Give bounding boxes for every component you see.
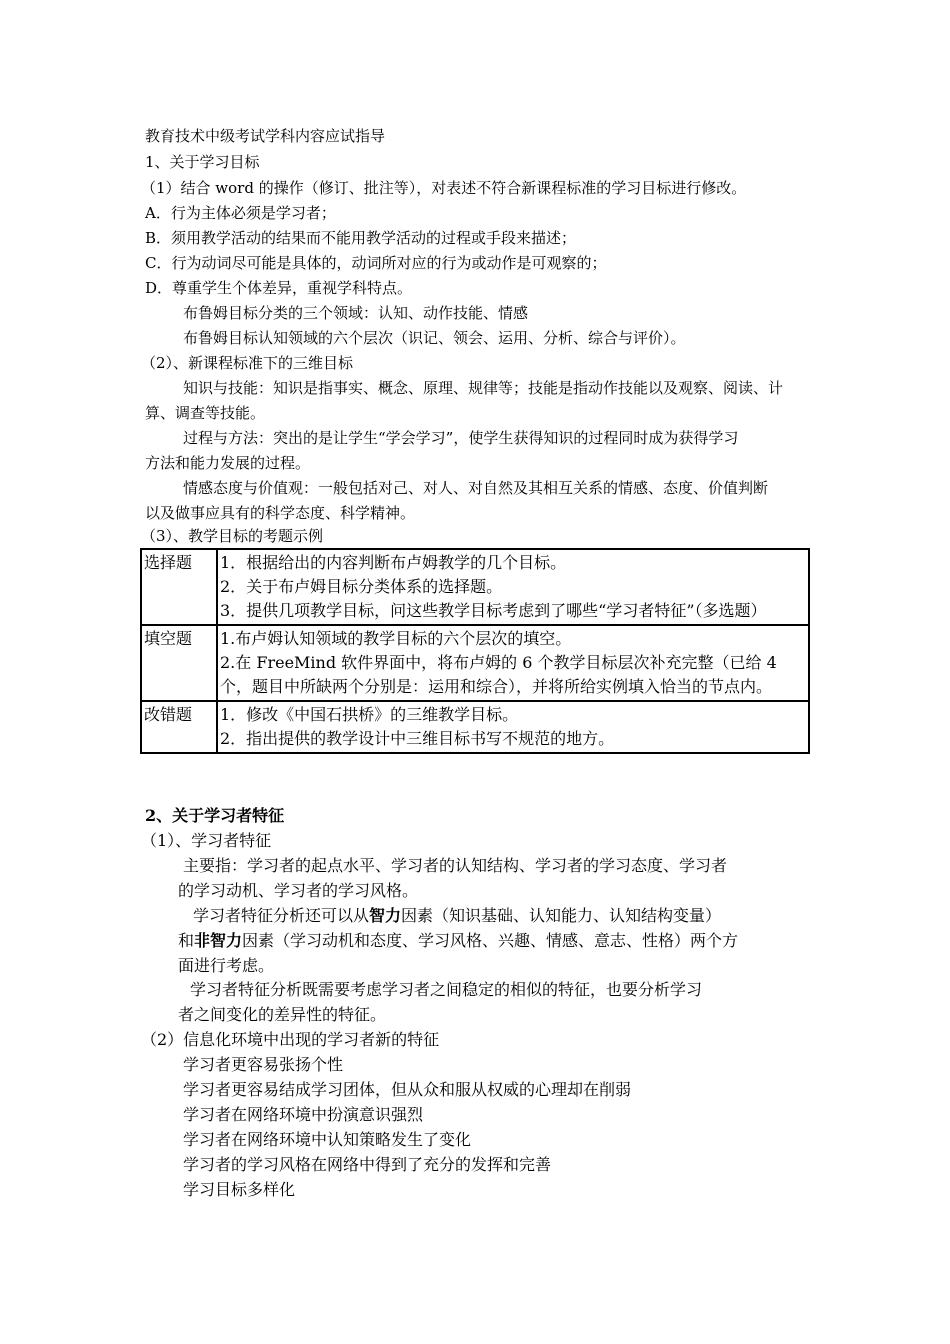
- paragraph: 以及做事应具有的科学态度、科学精神。: [145, 504, 416, 522]
- text-run: 和: [178, 931, 195, 950]
- question-item: 2．指出提供的教学设计中三维目标书写不规范的地方。: [220, 729, 615, 748]
- list-item: B．须用教学活动的结果而不能用教学活动的过程或手段来描述；: [145, 229, 577, 247]
- question-type-cell: 改错题: [141, 701, 217, 753]
- exam-question-table: [140, 548, 810, 754]
- question-item: 2．关于布卢姆目标分类体系的选择题。: [220, 577, 503, 596]
- list-item: A．行为主体必须是学习者；: [145, 204, 336, 222]
- text-run: 因素（知识基础、认知能力、认知结构变量）: [401, 906, 722, 925]
- question-item: 3．提供几项教学目标，问这些教学目标考虑到了哪些“学习者特征”（多选题）: [220, 601, 767, 620]
- subheading: （3）、教学目标的考题示例: [141, 527, 324, 545]
- table-row: [141, 625, 809, 701]
- paragraph: [178, 931, 738, 951]
- list-item: 学习目标多样化: [183, 1180, 296, 1199]
- question-item: 1．根据给出的内容判断布卢姆教学的几个目标。: [220, 553, 567, 572]
- list-item: C．行为动词尽可能是具体的，动词所对应的行为或动作是可观察的；: [145, 254, 607, 272]
- question-items-cell: [217, 549, 809, 625]
- paragraph: （1）结合 word 的操作（修订、批注等），对表述不符合新课程标准的学习目标进行修改。: [141, 179, 747, 197]
- paragraph: 情感态度与价值观：一般包括对己、对人、对自然及其相互关系的情感、态度、价值判断: [183, 479, 769, 497]
- paragraph: 知识与技能：知识是指事实、概念、原理、规律等；技能是指动作技能以及观察、阅读、计: [183, 379, 784, 397]
- text-run: 因素（学习动机和态度、学习风格、兴趣、情感、意志、性格）两个方: [242, 931, 739, 950]
- paragraph: 算、调查等技能。: [145, 404, 266, 422]
- paragraph: 的学习动机、学习者的学习风格。: [178, 881, 419, 900]
- question-items-cell: [217, 701, 809, 753]
- question-type-cell: 填空题: [141, 625, 217, 701]
- subheading: （2）、新课程标准下的三维目标: [141, 354, 354, 372]
- emphasis-text: 智力: [369, 906, 402, 925]
- section-1-heading: 1、关于学习目标: [145, 153, 260, 171]
- subheading: （1）、学习者特征: [141, 831, 272, 850]
- paragraph: 布鲁姆目标认知领域的六个层次（识记、领会、运用、分析、综合与评价）。: [183, 329, 686, 347]
- list-item: 学习者的学习风格在网络中得到了充分的发挥和完善: [183, 1155, 552, 1174]
- document-title: 教育技术中级考试学科内容应试指导: [145, 127, 386, 145]
- paragraph: 者之间变化的差异性的特征。: [178, 1005, 387, 1024]
- paragraph: 主要指：学习者的起点水平、学习者的认知结构、学习者的学习态度、学习者: [183, 856, 728, 875]
- paragraph: 布鲁姆目标分类的三个领域：认知、动作技能、情感: [183, 304, 529, 322]
- table-row: [141, 549, 809, 625]
- paragraph: 学习者特征分析既需要考虑学习者之间稳定的相似的特征，也要分析学习: [190, 980, 703, 999]
- text-run: 学习者特征分析还可以从: [193, 906, 370, 925]
- question-item: 1.布卢姆认知领域的教学目标的六个层次的填空。: [220, 629, 572, 648]
- subheading: （2）信息化环境中出现的学习者新的特征: [141, 1030, 440, 1049]
- question-item: 1．修改《中国石拱桥》的三维教学目标。: [220, 705, 519, 724]
- paragraph: 面进行考虑。: [178, 956, 275, 975]
- paragraph: 方法和能力发展的过程。: [145, 454, 311, 472]
- paragraph: [193, 906, 721, 926]
- table-row: [141, 701, 809, 753]
- list-item: 学习者更容易张扬个性: [183, 1055, 344, 1074]
- list-item: 学习者更容易结成学习团体，但从众和服从权威的心理却在削弱: [183, 1080, 632, 1099]
- section-2-heading: 2、关于学习者特征: [145, 806, 285, 825]
- list-item: 学习者在网络环境中认知策略发生了变化: [183, 1130, 472, 1149]
- question-type-cell: 选择题: [141, 549, 217, 625]
- question-item: 2.在 FreeMind 软件界面中，将布卢姆的 6 个教学目标层次补充完整（已给 4 个，题目中所缺两个分别是：运用和综合），并将所给实例填入恰当的节点内。: [220, 653, 777, 696]
- list-item: D．尊重学生个体差异，重视学科特点。: [145, 279, 413, 297]
- paragraph: 过程与方法：突出的是让学生“学会学习”，使学生获得知识的过程同时成为获得学习: [183, 429, 739, 447]
- emphasis-text: 非智力: [194, 931, 243, 950]
- question-items-cell: [217, 625, 809, 701]
- list-item: 学习者在网络环境中扮演意识强烈: [183, 1105, 424, 1124]
